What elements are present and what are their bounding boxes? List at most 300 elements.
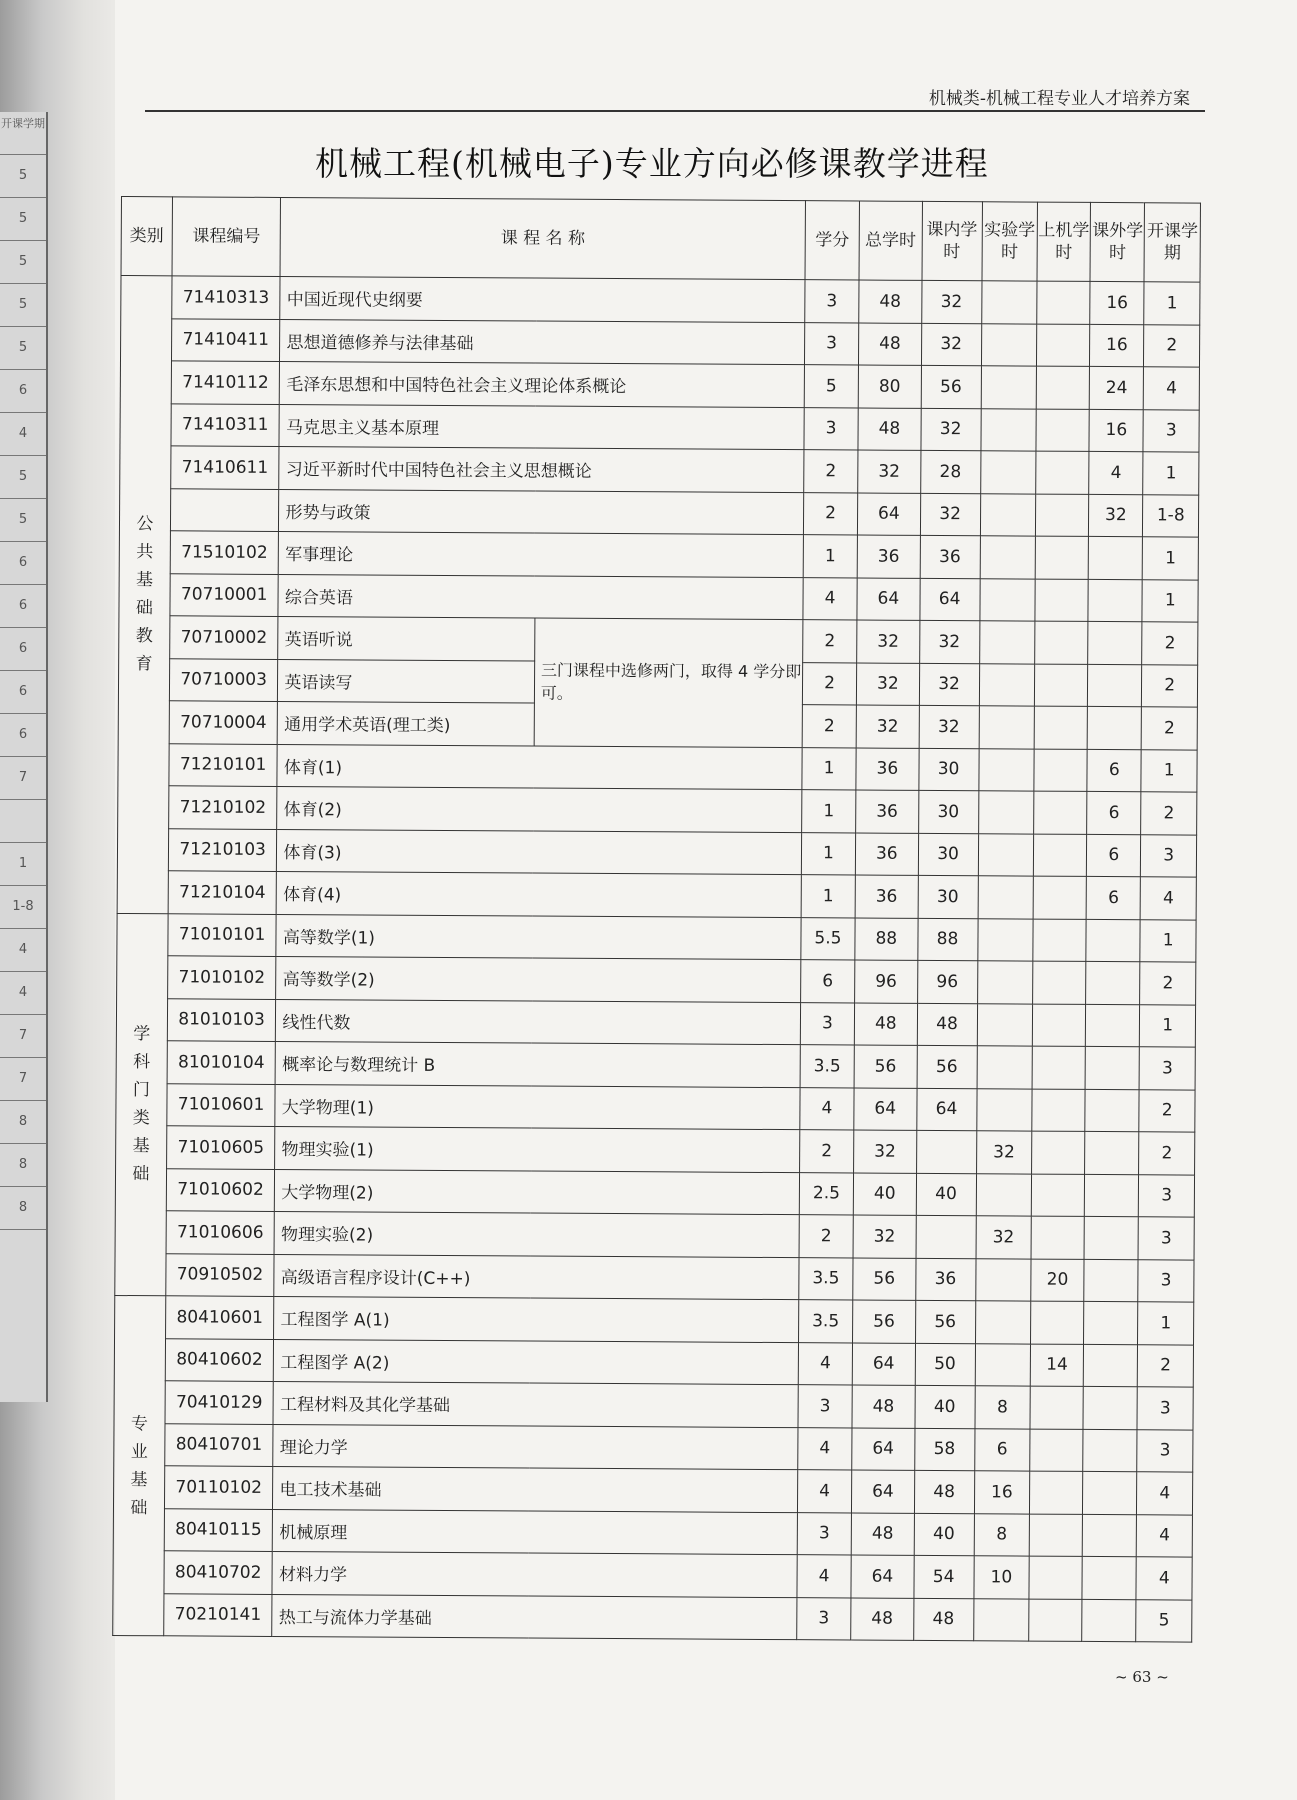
table-row: [119, 530, 1198, 579]
course-code-cell: 71010601: [167, 1083, 276, 1126]
cell-extra: [1084, 1216, 1139, 1259]
cell-computer: [1032, 1131, 1085, 1174]
document-page: [115, 0, 1297, 1800]
course-code-cell: 71410411: [171, 318, 280, 361]
table-row: [114, 1380, 1193, 1429]
course-name-cell: 英语听说: [278, 616, 535, 660]
table-row: [117, 913, 1196, 962]
cell-semester: 1: [1140, 919, 1196, 962]
cell-lecture: [916, 1215, 976, 1258]
cell-total: 32: [857, 663, 920, 706]
course-code-cell: 80410701: [165, 1423, 274, 1466]
cell-extra: [1086, 919, 1141, 962]
cell-lab: 8: [974, 1513, 1030, 1556]
table-row: [116, 1040, 1195, 1089]
cell-credits: 4: [803, 577, 858, 620]
previous-page-cell: 开课学期: [0, 112, 46, 155]
cell-lecture: 32: [919, 620, 979, 663]
table-row: [115, 1168, 1194, 1217]
cell-lab: [976, 1173, 1032, 1216]
cell-extra: [1082, 1599, 1137, 1642]
cell-credits: 3: [800, 1002, 855, 1045]
cell-lecture: 48: [913, 1598, 973, 1641]
course-code-cell: 71010602: [166, 1168, 275, 1211]
cell-lecture: 28: [920, 450, 980, 493]
table-row: [113, 1550, 1192, 1599]
header-credits: 学分: [805, 201, 860, 280]
cell-credits: 4: [797, 1470, 852, 1513]
cell-semester: 4: [1137, 1472, 1193, 1515]
cell-lecture: 48: [914, 1470, 974, 1513]
cell-computer: [1030, 1429, 1083, 1472]
cell-computer: [1030, 1386, 1083, 1429]
course-name-cell: 综合英语: [278, 574, 803, 620]
cell-extra: 32: [1089, 494, 1144, 537]
course-code-cell: 80410702: [164, 1551, 273, 1594]
cell-computer: [1036, 366, 1089, 409]
table-row: [116, 998, 1195, 1047]
cell-credits: 3: [804, 407, 859, 450]
english-elective-note: 三门课程中选修两门，取得 4 学分即可。: [534, 618, 803, 747]
previous-page-cell: 7: [0, 1015, 46, 1058]
header-semester: 开课学期: [1144, 203, 1200, 282]
cell-extra: [1083, 1344, 1138, 1387]
cell-credits: 5.5: [801, 917, 856, 960]
cell-credits: 4: [797, 1555, 852, 1598]
cell-total: 64: [852, 1342, 915, 1385]
cell-credits: 1: [802, 790, 857, 833]
cell-total: 48: [859, 280, 922, 323]
previous-page-edge: [0, 0, 120, 1800]
cell-extra: [1088, 579, 1143, 622]
previous-page-cell: 6: [0, 714, 46, 757]
page-number: ~ 63 ~: [1115, 1668, 1169, 1686]
previous-page-cell: 8: [0, 1144, 46, 1187]
cell-semester: 2: [1142, 622, 1198, 665]
table-row: [117, 955, 1196, 1004]
cell-credits: 2: [802, 705, 857, 748]
table-header-row: [121, 197, 1200, 283]
course-schedule-table: [112, 196, 1201, 1643]
cell-semester: 1-8: [1143, 494, 1199, 537]
cell-extra: 16: [1089, 409, 1144, 452]
course-name-cell: 物理实验(1): [275, 1126, 800, 1172]
previous-page-cell: 5: [0, 198, 46, 241]
table-row: [120, 318, 1199, 367]
cell-credits: 3.5: [799, 1257, 854, 1300]
cell-lab: [978, 748, 1034, 791]
previous-page-cell: 6: [0, 370, 46, 413]
previous-page-cell: [0, 800, 46, 843]
table-row: [113, 1593, 1192, 1642]
table-row: [121, 276, 1200, 325]
cell-total: 36: [856, 748, 919, 791]
cell-lecture: 48: [917, 1003, 977, 1046]
cell-computer: [1033, 876, 1086, 919]
cell-lab: [980, 451, 1036, 494]
cell-credits: 3: [797, 1512, 852, 1555]
cell-lecture: 32: [921, 280, 981, 323]
course-code-cell: 71210104: [168, 871, 277, 914]
cell-semester: 4: [1144, 367, 1200, 410]
cell-extra: [1082, 1514, 1137, 1557]
table-row: [117, 870, 1196, 919]
table-row: [113, 1508, 1192, 1557]
cell-computer: [1031, 1216, 1084, 1259]
cell-lab: 32: [976, 1216, 1032, 1259]
cell-extra: 6: [1087, 834, 1142, 877]
cell-semester: 3: [1139, 1174, 1195, 1217]
course-code-cell: 70410129: [165, 1381, 274, 1424]
header-code: 课程编号: [172, 197, 281, 277]
cell-lab: 10: [974, 1556, 1030, 1599]
cell-semester: 2: [1142, 664, 1198, 707]
cell-credits: 4: [800, 1087, 855, 1130]
previous-page-cell: 8: [0, 1187, 46, 1230]
table-row: [116, 1083, 1195, 1132]
cell-lecture: 40: [916, 1173, 976, 1216]
course-code-cell: 70710004: [169, 701, 278, 744]
header-computer-hours: 上机学时: [1037, 202, 1091, 281]
course-code-cell: 71410311: [171, 403, 280, 446]
cell-lab: [979, 621, 1035, 664]
cell-computer: [1035, 579, 1088, 622]
course-name-cell: 工程材料及其化学基础: [273, 1381, 798, 1427]
cell-extra: 6: [1087, 749, 1142, 792]
cell-semester: 3: [1140, 1047, 1196, 1090]
course-code-cell: 70710002: [170, 616, 279, 659]
cell-lecture: 32: [919, 705, 979, 748]
cell-lab: [978, 833, 1034, 876]
course-name-cell: 机械原理: [273, 1509, 798, 1555]
cell-credits: 4: [798, 1342, 853, 1385]
cell-extra: 16: [1090, 281, 1145, 324]
cell-lecture: 32: [920, 408, 980, 451]
course-name-cell: 体育(2): [277, 786, 802, 832]
cell-semester: 2: [1139, 1089, 1195, 1132]
cell-lab: [979, 706, 1035, 749]
header-total-hours: 总学时: [859, 201, 922, 280]
course-code-cell: 80410115: [164, 1508, 273, 1551]
cell-semester: 4: [1136, 1557, 1192, 1600]
cell-lab: [973, 1598, 1029, 1641]
previous-page-cell: 6: [0, 671, 46, 714]
cell-extra: [1084, 1301, 1139, 1344]
cell-computer: [1035, 494, 1088, 537]
course-code-cell: 70210141: [164, 1593, 273, 1636]
cell-lab: [981, 281, 1037, 324]
cell-credits: 3: [797, 1597, 852, 1640]
cell-semester: 2: [1139, 1132, 1195, 1175]
previous-page-cell: 4: [0, 929, 46, 972]
cell-computer: [1033, 961, 1086, 1004]
cell-total: 48: [859, 323, 922, 366]
course-name-cell: 体育(3): [277, 829, 802, 875]
cell-lab: [981, 323, 1037, 366]
course-name-cell: 理论力学: [273, 1424, 798, 1470]
cell-computer: [1035, 536, 1088, 579]
cell-lecture: 30: [918, 833, 978, 876]
table-row: [117, 828, 1196, 877]
course-name-cell: 大学物理(2): [275, 1169, 800, 1215]
header-name: 课 程 名 称: [280, 197, 805, 279]
course-name-cell: 军事理论: [279, 531, 804, 577]
cell-extra: [1085, 1046, 1140, 1089]
cell-lecture: 58: [914, 1428, 974, 1471]
course-code-cell: 70110102: [164, 1466, 273, 1509]
cell-lecture: 56: [915, 1300, 975, 1343]
previous-page-cell: 6: [0, 542, 46, 585]
cell-semester: 3: [1137, 1387, 1193, 1430]
course-name-cell: 线性代数: [276, 999, 801, 1045]
cell-extra: [1083, 1471, 1138, 1514]
table-row: [120, 445, 1199, 494]
cell-lecture: 40: [914, 1513, 974, 1556]
course-name-cell: 体育(4): [277, 871, 802, 917]
table-row: [120, 361, 1199, 410]
cell-total: 80: [858, 365, 921, 408]
course-name-cell: 工程图学 A(2): [274, 1339, 799, 1385]
cell-credits: 2: [799, 1130, 854, 1173]
cell-lecture: [916, 1130, 976, 1173]
cell-computer: [1036, 409, 1089, 452]
cell-extra: [1085, 1004, 1140, 1047]
cell-lab: [981, 408, 1037, 451]
course-name-cell: 高等数学(2): [276, 956, 801, 1002]
cell-computer: [1029, 1514, 1082, 1557]
cell-computer: [1034, 791, 1087, 834]
cell-lab: 16: [974, 1471, 1030, 1514]
course-code-cell: 80410601: [165, 1296, 274, 1339]
cell-semester: 1: [1140, 1004, 1196, 1047]
course-name-cell: 物理实验(2): [274, 1211, 799, 1257]
cell-extra: [1083, 1429, 1138, 1472]
category-cell: 学科门类基础: [115, 913, 168, 1296]
cell-semester: 4: [1141, 877, 1197, 920]
cell-lab: [980, 578, 1036, 621]
cell-total: 48: [851, 1512, 914, 1555]
cell-lecture: 64: [916, 1088, 976, 1131]
course-name-cell: 高级语言程序设计(C++): [274, 1254, 799, 1300]
cell-semester: 4: [1137, 1514, 1193, 1557]
table-row: [114, 1338, 1193, 1387]
cell-total: 64: [858, 493, 921, 536]
cell-semester: 2: [1141, 792, 1197, 835]
cell-lecture: 88: [917, 918, 977, 961]
cell-credits: 3: [805, 280, 860, 323]
cell-lab: [975, 1301, 1031, 1344]
cell-semester: 3: [1138, 1217, 1194, 1260]
cell-credits: 3: [798, 1385, 853, 1428]
table-row: [115, 1253, 1194, 1302]
cell-lecture: 30: [918, 790, 978, 833]
cell-semester: 1: [1142, 579, 1198, 622]
previous-page-cell: 5: [0, 284, 46, 327]
previous-page-cell: 5: [0, 499, 46, 542]
cell-credits: 3.5: [800, 1045, 855, 1088]
cell-lab: [975, 1343, 1031, 1386]
cell-lab: 32: [976, 1131, 1032, 1174]
cell-lecture: 56: [917, 1045, 977, 1088]
course-name-cell: 形势与政策: [279, 489, 804, 535]
cell-computer: [1034, 749, 1087, 792]
cell-lecture: 40: [915, 1385, 975, 1428]
cell-lab: [980, 493, 1036, 536]
cell-lecture: 36: [920, 535, 980, 578]
cell-lab: 8: [975, 1386, 1031, 1429]
cell-extra: 4: [1089, 451, 1144, 494]
cell-credits: 5: [804, 365, 859, 408]
course-name-cell: 毛泽东思想和中国特色社会主义理论体系概论: [280, 361, 805, 407]
cell-computer: [1032, 1089, 1085, 1132]
cell-extra: [1088, 664, 1143, 707]
table-row: [115, 1210, 1194, 1259]
cell-total: 32: [854, 1130, 917, 1173]
cell-total: 48: [851, 1597, 914, 1640]
cell-credits: 2: [804, 450, 859, 493]
cell-lab: [977, 918, 1033, 961]
cell-extra: [1085, 1131, 1140, 1174]
cell-credits: 6: [800, 960, 855, 1003]
table-row: [119, 615, 1198, 664]
cell-total: 32: [853, 1215, 916, 1258]
cell-total: 32: [858, 450, 921, 493]
header-rule: [145, 110, 1205, 112]
cell-total: 36: [856, 790, 919, 833]
cell-extra: [1082, 1556, 1137, 1599]
course-code-cell: 71010606: [166, 1211, 275, 1254]
cell-computer: [1034, 664, 1087, 707]
course-name-cell: 工程图学 A(1): [274, 1296, 799, 1342]
cell-total: 64: [857, 578, 920, 621]
cell-lab: [977, 1003, 1033, 1046]
cell-semester: 1: [1141, 749, 1197, 792]
previous-page-cell: 7: [0, 757, 46, 800]
cell-total: 36: [857, 535, 920, 578]
cell-lecture: 32: [920, 493, 980, 536]
cell-total: 32: [856, 705, 919, 748]
table-row: [116, 1125, 1195, 1174]
cell-lab: [978, 791, 1034, 834]
course-code-cell: 71010605: [166, 1126, 275, 1169]
cell-lab: [975, 1258, 1031, 1301]
table-row: [114, 1423, 1193, 1472]
cell-semester: 3: [1141, 834, 1197, 877]
header-lab-hours: 实验学时: [982, 202, 1038, 281]
cell-credits: 2: [803, 620, 858, 663]
previous-page-cell: 4: [0, 413, 46, 456]
course-name-cell: 思想道德修养与法律基础: [280, 319, 805, 365]
cell-computer: [1033, 834, 1086, 877]
course-name-cell: 英语读写: [278, 659, 535, 703]
cell-total: 64: [852, 1427, 915, 1470]
cell-extra: [1088, 536, 1143, 579]
cell-credits: 1: [801, 875, 856, 918]
course-name-cell: 概率论与数理统计 B: [275, 1041, 800, 1087]
cell-lecture: 96: [917, 960, 977, 1003]
cell-credits: 2: [799, 1215, 854, 1258]
header-lecture-hours: 课内学时: [922, 201, 983, 280]
course-code-cell: 81010104: [167, 1041, 276, 1084]
cell-lecture: 36: [915, 1258, 975, 1301]
cell-total: 56: [853, 1300, 916, 1343]
course-name-cell: 大学物理(1): [275, 1084, 800, 1130]
course-name-cell: 马克思主义基本原理: [279, 404, 804, 450]
previous-page-cell: 8: [0, 1101, 46, 1144]
table-row: [113, 1465, 1192, 1514]
cell-extra: [1087, 706, 1142, 749]
course-code-cell: 71210102: [168, 786, 277, 829]
course-code-cell: 71410611: [171, 446, 280, 489]
cell-lecture: 32: [919, 663, 979, 706]
running-head: 机械类-机械工程专业人才培养方案: [928, 89, 1190, 109]
course-code-cell: 71410112: [171, 361, 280, 404]
course-code-cell: 71010101: [168, 913, 277, 956]
cell-semester: 5: [1136, 1599, 1192, 1642]
cell-total: 36: [856, 833, 919, 876]
cell-lecture: 30: [918, 875, 978, 918]
cell-computer: [1029, 1471, 1082, 1514]
cell-lab: 6: [974, 1428, 1030, 1471]
course-name-cell: 热工与流体力学基础: [272, 1594, 797, 1640]
cell-credits: 3: [804, 322, 859, 365]
course-code-cell: [170, 488, 279, 531]
cell-extra: [1084, 1259, 1139, 1302]
course-name-cell: 习近平新时代中国特色社会主义思想概论: [279, 446, 804, 492]
header-extra-hours: 课外学时: [1090, 202, 1145, 281]
table-row: [120, 403, 1199, 452]
cell-total: 64: [854, 1087, 917, 1130]
course-code-cell: 71510102: [170, 531, 279, 574]
header-category: 类别: [121, 197, 172, 276]
course-name-cell: 电工技术基础: [273, 1466, 798, 1512]
cell-extra: 16: [1090, 324, 1145, 367]
course-name-cell: 材料力学: [272, 1551, 797, 1597]
cell-computer: 20: [1031, 1259, 1084, 1302]
cell-computer: [1037, 324, 1090, 367]
cell-total: 32: [857, 620, 920, 663]
course-code-cell: 70710003: [169, 658, 278, 701]
cell-total: 64: [851, 1555, 914, 1598]
cell-total: 36: [855, 875, 918, 918]
cell-extra: [1083, 1386, 1138, 1429]
cell-computer: [1029, 1599, 1082, 1642]
previous-page-cell: 6: [0, 585, 46, 628]
previous-page-table-strip: [0, 112, 48, 1402]
cell-computer: [1032, 1046, 1085, 1089]
cell-computer: [1034, 706, 1087, 749]
course-code-cell: 71410313: [172, 276, 281, 319]
cell-total: 56: [854, 1045, 917, 1088]
page-title: 机械工程(机械电子)专业方向必修课教学进程: [315, 144, 989, 183]
cell-semester: 3: [1143, 409, 1199, 452]
previous-page-cell: 1: [0, 843, 46, 886]
cell-semester: 1: [1143, 452, 1199, 495]
course-name-cell: 体育(1): [277, 744, 802, 790]
course-code-cell: 81010103: [167, 998, 276, 1041]
previous-page-cell: 5: [0, 241, 46, 284]
cell-semester: 1: [1144, 282, 1200, 325]
cell-lab: [978, 876, 1034, 919]
cell-total: 96: [855, 960, 918, 1003]
course-code-cell: 80410602: [165, 1338, 274, 1381]
previous-page-cell: 4: [0, 972, 46, 1015]
previous-page-cell: 5: [0, 155, 46, 198]
cell-lab: [980, 536, 1036, 579]
cell-credits: 4: [798, 1427, 853, 1470]
cell-semester: 2: [1144, 324, 1200, 367]
cell-semester: 2: [1140, 962, 1196, 1005]
